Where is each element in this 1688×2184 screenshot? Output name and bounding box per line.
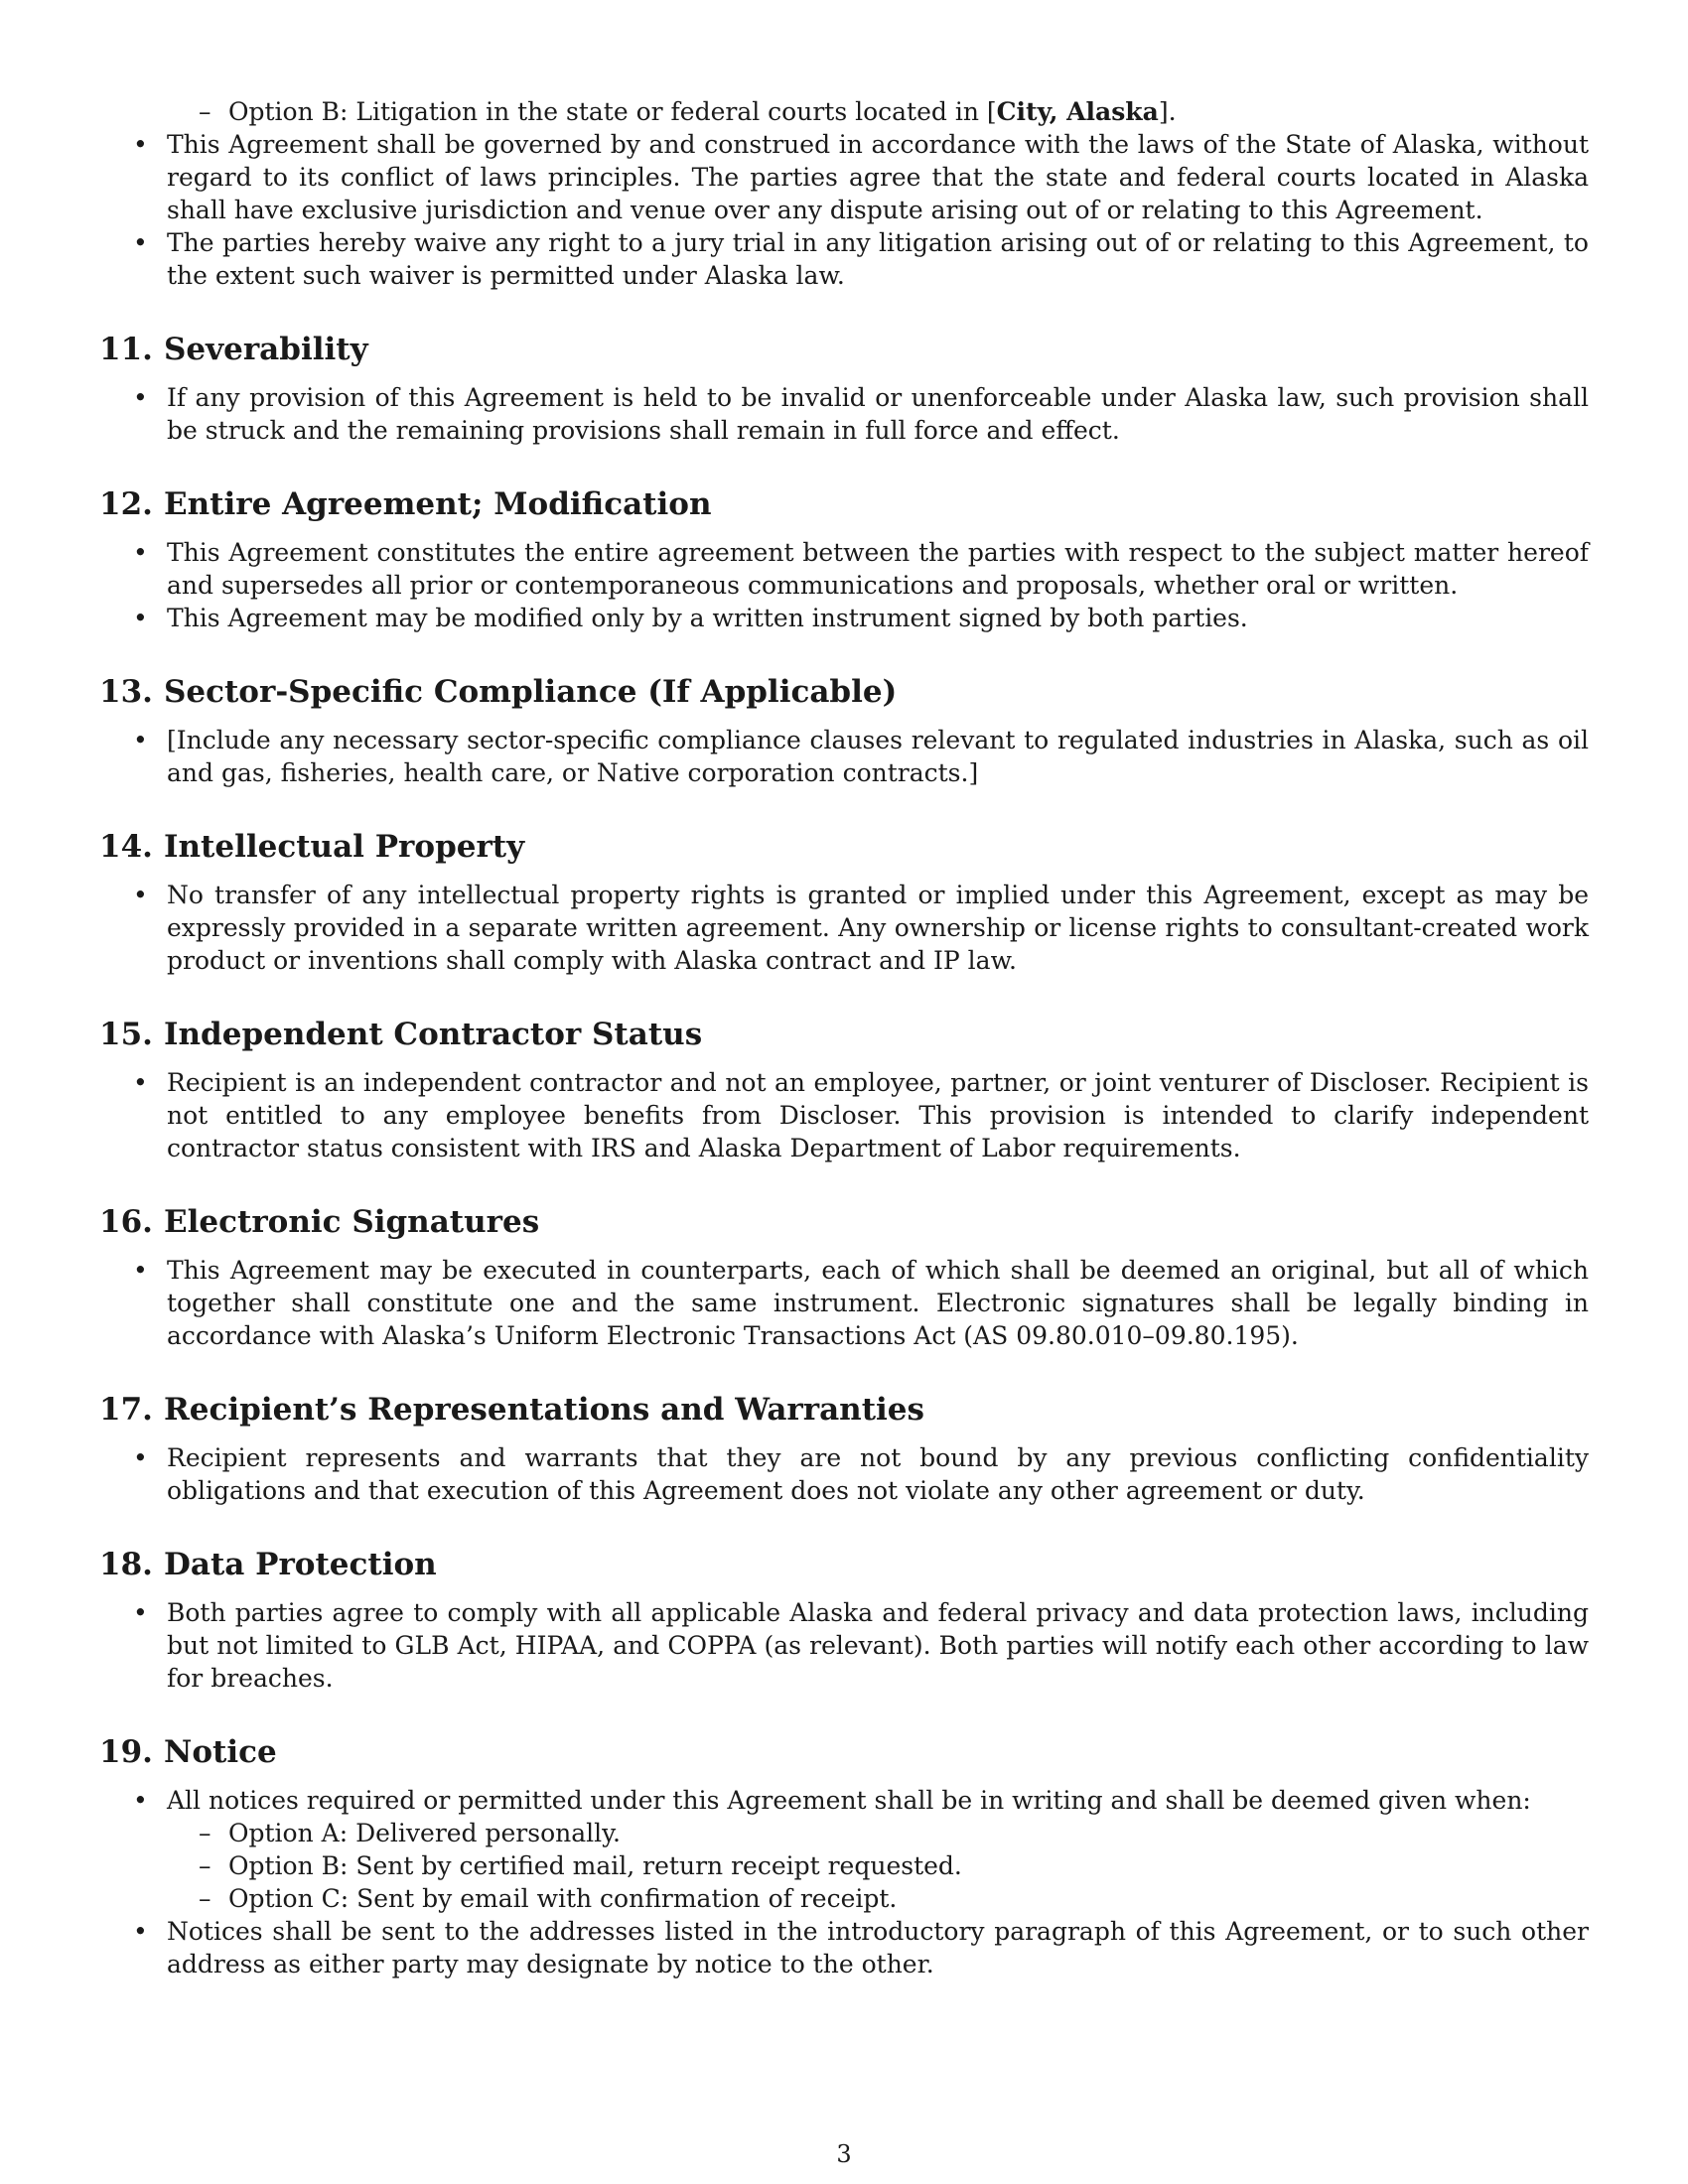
list-item: • Both parties agree to comply with all applicable Alaska and federal privacy and data protection laws, including but not limited to GLB Act, HIPAA, and COPPA (as relevant). Both parties will notify each other according to law for breaches. bbox=[133, 1598, 1589, 1693]
list-item: – Option B: Sent by certified mail, return receipt requested. bbox=[199, 1851, 962, 1880]
bullet-marker: • bbox=[133, 1068, 148, 1097]
section-heading: 17. Recipient’s Representations and Warranties bbox=[99, 1392, 924, 1428]
document-page bbox=[99, 95, 1589, 1980]
list-item: • Notices shall be sent to the addresses listed in the introductory paragraph of this Agreement, or to such other address as either party may designate by notice to the other. bbox=[133, 1917, 1589, 1979]
section-heading: 11. Severability bbox=[99, 332, 368, 367]
section-heading: 15. Independent Contractor Status bbox=[99, 1017, 703, 1052]
section-sector-compliance bbox=[99, 672, 1589, 789]
section-intellectual-property bbox=[99, 827, 1589, 977]
section-electronic-signatures bbox=[99, 1202, 1589, 1352]
section-heading: 14. Intellectual Property bbox=[99, 829, 525, 865]
list-item: • If any provision of this Agreement is held to be invalid or unenforceable under Alaska law, such provision shall be struck and the remaining provisions shall remain in full force and effect. bbox=[133, 383, 1589, 445]
section-heading: 16. Electronic Signatures bbox=[99, 1204, 540, 1240]
list-item: • This Agreement may be executed in counterparts, each of which shall be deemed an original, but all of which together shall constitute one and the same instrument. Electronic signatures shall be legally binding in accordance with Alaska’s Uniform Electronic Transactions Act (AS 09.80.010–09.80.195). bbox=[133, 1256, 1589, 1350]
bullet-marker: • bbox=[133, 881, 148, 909]
list-item: • This Agreement shall be governed by and construed in accordance with the laws of the State of Alaska, without regard to its conflict of laws principles. The parties agree that the state and federal courts located in Alaska shall have exclusive jurisdiction and venue over any dispute arising out of or relating to this Agreement. bbox=[133, 130, 1589, 224]
section-data-protection bbox=[99, 1545, 1589, 1695]
bullet-marker: • bbox=[133, 1917, 148, 1946]
list-item: • [Include any necessary sector-specific compliance clauses relevant to regulated industries in Alaska, such as oil and gas, fisheries, health care, or Native corporation contracts.] bbox=[133, 726, 1589, 787]
bullet-marker: • bbox=[133, 538, 148, 567]
list-item: • All notices required or permitted under this Agreement shall be in writing and shall be deemed given when: bbox=[133, 1786, 1531, 1815]
section-heading: 13. Sector-Specific Compliance (If Applicable) bbox=[99, 674, 898, 710]
bullet-marker: • bbox=[133, 1786, 148, 1815]
list-item: • No transfer of any intellectual property rights is granted or implied under this Agreement, except as may be expressly provided in a separate written agreement. Any ownership or license rights to consultant-created work product or inventions shall comply with Alaska contract and IP law. bbox=[133, 881, 1589, 975]
dash-marker: – bbox=[199, 1884, 211, 1913]
list-item: – Option C: Sent by email with confirmation of receipt. bbox=[199, 1884, 898, 1913]
section-notice bbox=[99, 1732, 1589, 1980]
section-severability bbox=[99, 330, 1589, 447]
section-heading: 12. Entire Agreement; Modification bbox=[99, 486, 712, 522]
bullet-marker: • bbox=[133, 130, 148, 159]
dash-marker: – bbox=[199, 1851, 211, 1880]
bullet-marker: • bbox=[133, 1256, 148, 1285]
section-heading: 19. Notice bbox=[99, 1734, 277, 1770]
list-item: • This Agreement may be modified only by a written instrument signed by both parties. bbox=[133, 604, 1248, 632]
list-item: • This Agreement constitutes the entire agreement between the parties with respect to the subject matter hereof and supersedes all prior or contemporaneous communications and proposals, whether oral or written. bbox=[133, 538, 1589, 600]
bullet-marker: • bbox=[133, 228, 148, 257]
section-entire-agreement bbox=[99, 484, 1589, 634]
bullet-marker: • bbox=[133, 1598, 148, 1627]
section-representations bbox=[99, 1390, 1589, 1507]
dash-marker: – bbox=[199, 97, 211, 126]
bullet-marker: • bbox=[133, 604, 148, 632]
list-item: • Recipient represents and warrants that they are not bound by any previous conflicting confidentiality obligations and that execution of this Agreement does not violate any other agreement or duty. bbox=[133, 1443, 1589, 1505]
bullet-marker: • bbox=[133, 383, 148, 412]
section-independent-contractor bbox=[99, 1015, 1589, 1164]
page-number: 3 bbox=[836, 2140, 852, 2168]
list-item: • Recipient is an independent contractor and not an employee, partner, or joint venturer of Discloser. Recipient is not entitled to any employee benefits from Discloser. This provision is intended to clarify independent contractor status consistent with IRS and Alaska Department of Labor requirements. bbox=[133, 1068, 1589, 1162]
bullet-marker: • bbox=[133, 726, 148, 754]
list-item: – Option A: Delivered personally. bbox=[199, 1819, 621, 1847]
dash-marker: – bbox=[199, 1819, 211, 1847]
list-item: • The parties hereby waive any right to a jury trial in any litigation arising out of or relating to this Agreement, to the extent such waiver is permitted under Alaska law. bbox=[133, 228, 1589, 290]
section-heading: 18. Data Protection bbox=[99, 1547, 437, 1582]
list-item: – Option B: Litigation in the state or federal courts located in [City, Alaska]. bbox=[199, 97, 1177, 126]
bullet-marker: • bbox=[133, 1443, 148, 1472]
